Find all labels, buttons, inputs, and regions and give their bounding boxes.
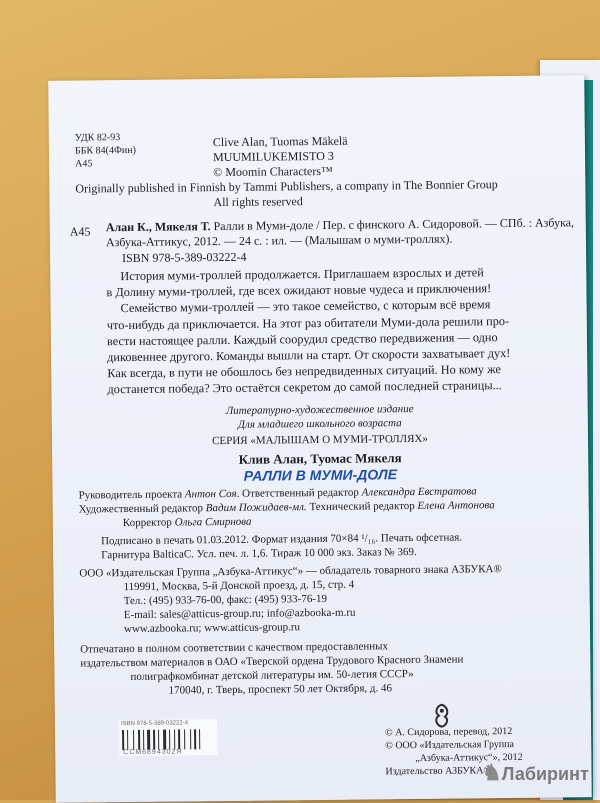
publisher-email: E-mail: sales@atticus-group.ru; info@azbooka-m.ru	[123, 606, 356, 622]
copyright-publisher-2: „Азбука-Аттикус“», 2012	[415, 751, 523, 765]
isbn-barcode-box	[119, 719, 217, 756]
barcode-bar	[147, 730, 150, 750]
copyright-azbuka: Издательство АЗБУКА®	[385, 765, 492, 778]
copyright-publisher: © ООО «Издательская Группа	[385, 738, 515, 752]
annotation-line: что-нибудь да приключается. На этот раз обитатели Муми-дола решили про-	[106, 313, 510, 332]
print-info-2: Гарнитура BalticaC. Усл. печ. л. 1,6. Тираж 10 000 экз. Заказ № 369.	[101, 545, 417, 562]
barcode-bar	[169, 730, 170, 750]
entry-bibliographic: Ралли в Муми-доле / Пер. с финского А. Сидоровой. — СПб. : Азбука,	[213, 215, 575, 234]
annotation-line: достанется победа? Это остаётся секретом до самой последней страницы...	[107, 378, 502, 397]
book-authors: Клив Алан, Туомас Мякеля	[238, 450, 402, 467]
barcode-bar	[178, 729, 180, 749]
author-mark: А45	[75, 158, 93, 170]
entry-publisher-line: Азбука-Аттикус, 2012. — 24 с. : ил. — (Малышам о муми-троллях).	[105, 231, 453, 250]
barcode-bar	[127, 730, 128, 750]
moomin-characters: © Moomin Characters™	[213, 163, 333, 180]
original-authors: Clive Alan, Tuomas Mäkelä	[212, 133, 348, 150]
annotation-line: диковеннее другого. Команды вышли на старт. От скорости захватывает дух!	[107, 346, 511, 365]
labirint-watermark: ♞Лабиринт	[482, 760, 589, 785]
barcode-digits: ССМ6894302Я	[123, 748, 183, 757]
book-title: РАЛЛИ В МУМИ-ДОЛЕ	[243, 466, 398, 484]
barcode-bar	[122, 730, 124, 750]
barcode-isbn: ISBN 978-5-389-03222-4	[120, 720, 189, 728]
barcode-bar	[184, 729, 185, 749]
printer-line-3: полиграфкомбинат детской литературы им. 50-летия СССР»	[130, 668, 414, 683]
bbk-code: ББК 84(4Фин)	[74, 144, 136, 157]
annotation	[106, 263, 577, 398]
publisher-address: 119991, Москва, 5-й Донской проезд, д. 15, стр. 4	[123, 578, 355, 594]
credits-line-3: Корректор Ольга Смирнова	[122, 515, 252, 530]
barcode-bar	[163, 730, 166, 750]
barcode-bar	[190, 729, 191, 749]
printer-logo-icon	[431, 703, 453, 729]
print-info-1: Подписано в печать 01.03.2012. Формат издания 70×84 ¹/₁₆. Печать офсетная.	[100, 531, 463, 548]
edition-age: Для младшего школьного возраста	[237, 417, 402, 431]
udk-code: УДК 82-93	[74, 132, 121, 144]
annotation-line: История муми-троллей продолжается. Приглашаем взрослых и детей	[120, 265, 484, 284]
barcode-bar	[133, 730, 134, 750]
barcode-bar	[138, 730, 140, 750]
annotation-line: вести настоящее ралли. Каждый соорудил средство передвижения — одно	[106, 329, 498, 349]
publisher-phone: Тел.: (495) 933-76-00, факс: (495) 933-76-19	[123, 592, 328, 608]
barcode-bar	[199, 729, 200, 749]
publisher-line-1: ООО «Издательская Группа „Азбука-Аттикус“» — обладатель товарного знака АЗБУКА®	[79, 563, 502, 580]
originally-published: Originally published in Finnish by Tammi Publishers, a company in The Bonnier Group	[75, 177, 498, 196]
all-rights: All rights reserved	[213, 194, 303, 210]
barcode	[119, 729, 217, 750]
barcode-bar	[158, 730, 159, 750]
printer-address: 170040, г. Тверь, проспект 50 лет Октября, д. 46	[168, 682, 393, 697]
entry-mark: А45	[69, 224, 91, 239]
edition-type: Литературно-художественное издание	[225, 403, 414, 417]
publisher-web: www.azbooka.ru; www.atticus-group.ru	[123, 621, 301, 636]
barcode-bar	[143, 730, 144, 750]
printer-line-1: Отпечатано в полном соответствии с качеством предоставленных	[80, 640, 389, 656]
series-name: СЕРИЯ «МАЛЫШАМ О МУМИ-ТРОЛЛЯХ»	[212, 432, 428, 448]
printer-line-2: издательством материалов в ОАО «Тверской ордена Трудового Красного Знамени	[80, 653, 464, 670]
book-page	[48, 75, 592, 803]
barcode-bar	[174, 730, 175, 750]
annotation-line: Семейство муми-троллей — это такое семейство, с которым всё время	[120, 297, 491, 316]
annotation-line: в Долину муми-троллей, где всех ожидают новые чудеса и приключения!	[106, 281, 492, 300]
entry-authors: Алан К., Мякеля Т.	[105, 219, 211, 235]
barcode-bar	[194, 729, 196, 749]
annotation-line: Как всегда, в пути не обошлось без непредвиденных ситуаций. Но кому же	[107, 362, 501, 381]
entry-isbn: ISBN 978-5-389-03222-4	[122, 249, 247, 266]
credits-line-2: Художественный редактор Вадим Пожидаев-мл. Технический редактор Елена Антонова	[78, 499, 495, 516]
credits-line-1: Руководитель проекта Антон Соя. Ответственный редактор Александра Евстратова	[78, 485, 477, 502]
original-title: MUUMILUKEMISTO 3	[212, 148, 334, 165]
copyright-translation: © А. Сидорова, перевод, 2012	[385, 726, 513, 739]
barcode-bar	[153, 730, 155, 750]
